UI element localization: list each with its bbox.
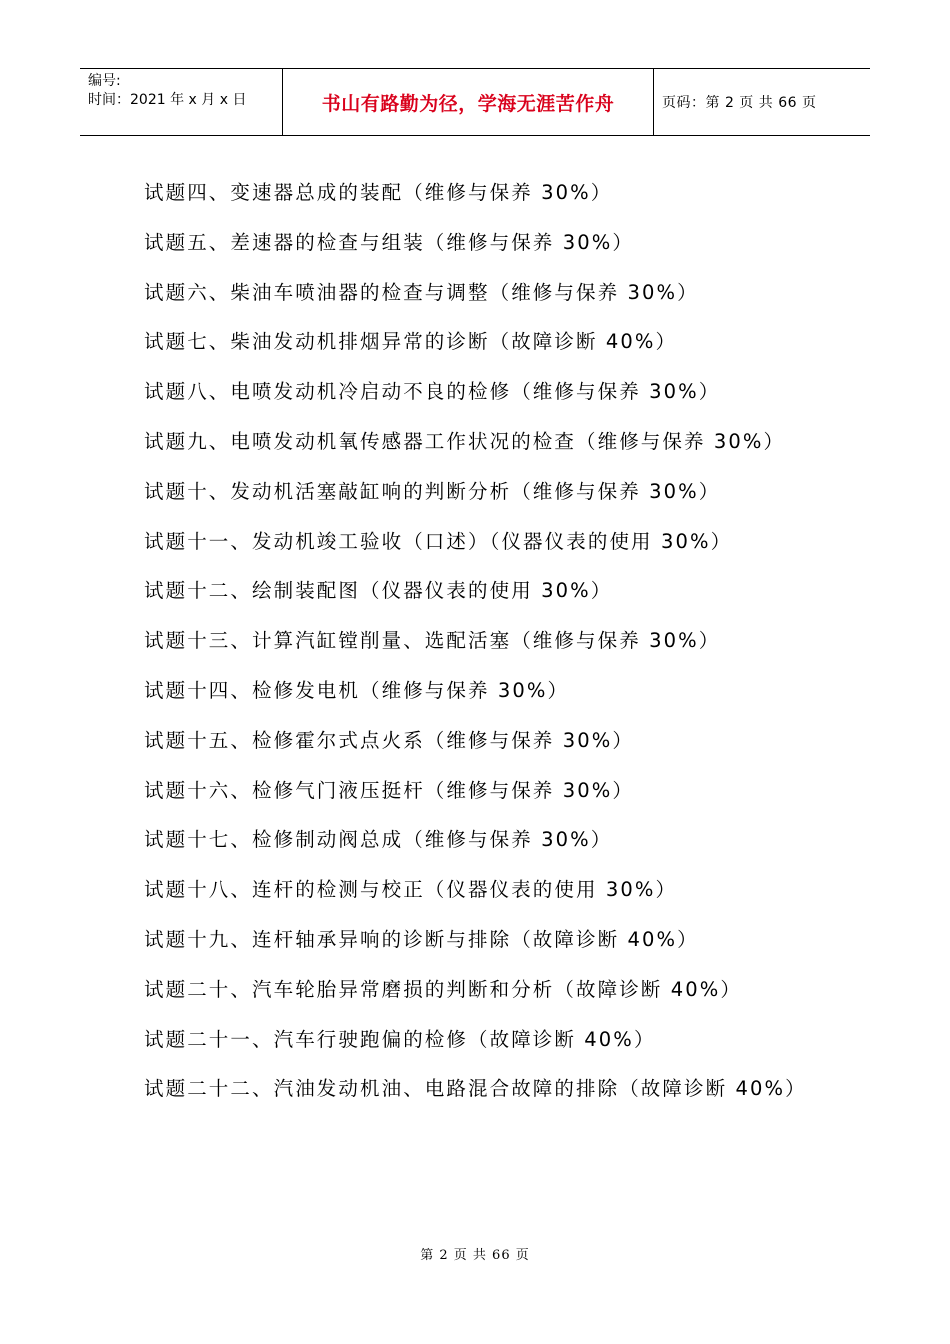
question-item: 试题十八、连杆的检测与校正（仪器仪表的使用 30%） bbox=[144, 878, 678, 902]
question-item: 试题二十一、汽车行驶跑偏的检修（故障诊断 40%） bbox=[144, 1027, 656, 1051]
header-motto: 书山有路勤为径，学海无涯苦作舟 bbox=[321, 92, 615, 115]
question-list bbox=[144, 168, 809, 1114]
page-header bbox=[80, 68, 870, 136]
question-item: 试题四、变速器总成的装配（维修与保养 30%） bbox=[144, 181, 613, 204]
question-item: 试题二十、汽车轮胎异常磨损的判断和分析（故障诊断 40%） bbox=[144, 977, 742, 1001]
question-item: 试题十五、检修霍尔式点火系（维修与保养 30%） bbox=[144, 728, 634, 752]
question-item: 试题十三、计算汽缸镗削量、选配活塞（维修与保养 30%） bbox=[144, 629, 721, 653]
page-footer: 第 2 页 共 66 页 bbox=[420, 1248, 530, 1263]
question-item: 试题二十二、汽油发动机油、电路混合故障的排除（故障诊断 40%） bbox=[144, 1077, 807, 1101]
question-item: 试题十四、检修发电机（维修与保养 30%） bbox=[144, 678, 570, 702]
question-item: 试题十一、发动机竣工验收（口述）（仪器仪表的使用 30%） bbox=[144, 529, 733, 553]
header-motto-cell bbox=[282, 69, 654, 135]
question-item: 试题五、差速器的检查与组装（维修与保养 30%） bbox=[144, 230, 634, 254]
header-page-info: 页码：第 2 页 共 66 页 bbox=[662, 95, 817, 111]
question-item: 试题六、柴油车喷油器的检查与调整（维修与保养 30%） bbox=[144, 280, 699, 304]
question-item: 试题十六、检修气门液压挺杆（维修与保养 30%） bbox=[144, 778, 634, 802]
question-item: 试题十七、检修制动阀总成（维修与保养 30%） bbox=[144, 828, 613, 852]
question-item: 试题七、柴油发动机排烟异常的诊断（故障诊断 40%） bbox=[144, 330, 678, 354]
question-item: 试题十九、连杆轴承异响的诊断与排除（故障诊断 40%） bbox=[144, 927, 699, 951]
question-item: 试题八、电喷发动机冷启动不良的检修（维修与保养 30%） bbox=[144, 380, 721, 404]
document-date: 时间：2021 年 x 月 x 日 bbox=[88, 92, 247, 108]
question-item: 试题十二、绘制装配图（仪器仪表的使用 30%） bbox=[144, 579, 613, 603]
document-number-label: 编号: bbox=[88, 73, 121, 89]
header-meta bbox=[80, 69, 282, 135]
question-item: 试题十、发动机活塞敲缸响的判断分析（维修与保养 30%） bbox=[144, 479, 721, 503]
question-item: 试题九、电喷发动机氧传感器工作状况的检查（维修与保养 30%） bbox=[144, 429, 786, 453]
header-page-cell bbox=[654, 69, 870, 135]
